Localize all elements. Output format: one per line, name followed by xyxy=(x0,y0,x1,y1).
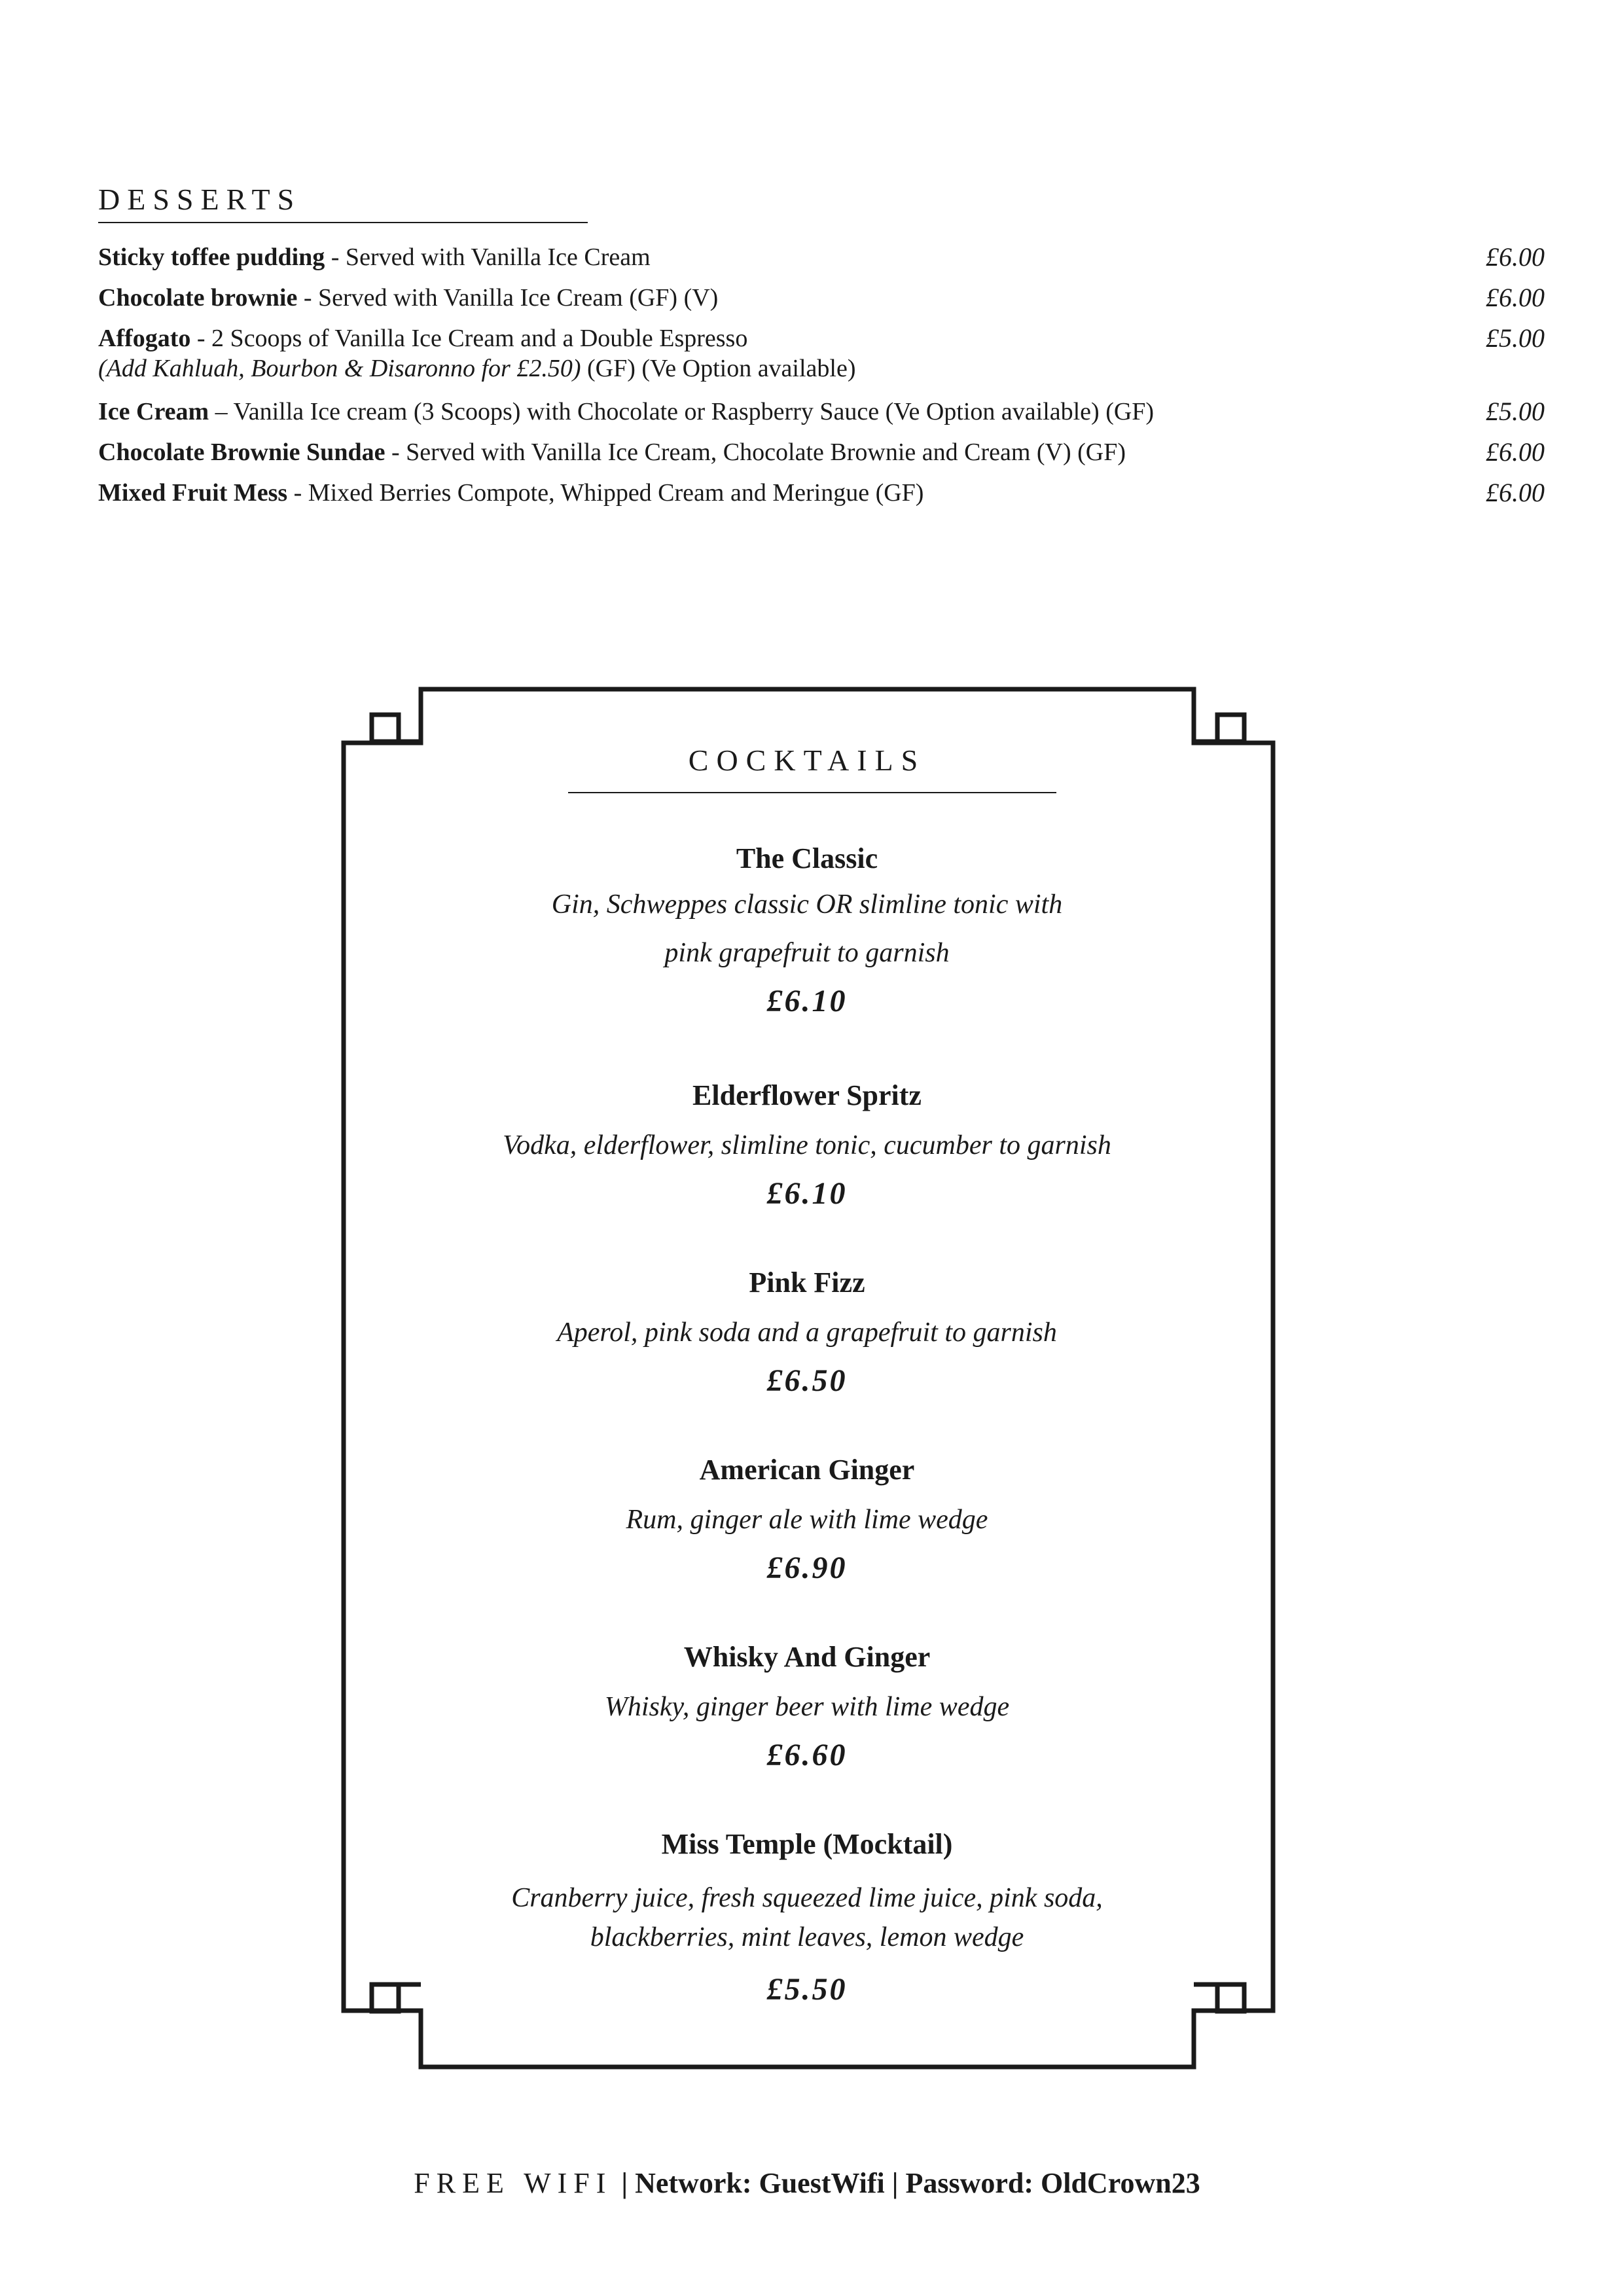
cocktail-description: Rum, ginger ale with lime wedge xyxy=(626,1505,988,1535)
cocktail-price: £5.50 xyxy=(766,1972,848,2007)
cocktail-description: Gin, Schweppes classic OR slimline tonic with xyxy=(551,889,1063,920)
dessert-price: £6.00 xyxy=(1486,283,1545,312)
dessert-item xyxy=(98,283,1545,313)
wifi-details: | Network: GuestWifi | Password: OldCrown23 xyxy=(621,2167,1200,2199)
cocktails-heading: COCKTAILS xyxy=(688,744,926,777)
dessert-name: Sticky toffee pudding xyxy=(98,243,325,271)
cocktail-name: Pink Fizz xyxy=(749,1266,865,1299)
cocktail-description: Aperol, pink soda and a grapefruit to garnish xyxy=(557,1318,1057,1348)
dessert-note-addon: (Add Kahluah, Bourbon & Disaronno for £2.50) xyxy=(98,355,581,382)
dessert-description: - Served with Vanilla Ice Cream, Chocolate Brownie and Cream (V) (GF) xyxy=(385,439,1126,466)
cocktail-price: £6.90 xyxy=(766,1551,848,1585)
dessert-name: Chocolate Brownie Sundae xyxy=(98,439,386,466)
cocktail-name: Elderflower Spritz xyxy=(692,1079,922,1111)
cocktail-description: blackberries, mint leaves, lemon wedge xyxy=(590,1922,1024,1952)
dessert-price: £5.00 xyxy=(1486,323,1545,353)
dessert-item xyxy=(98,242,1545,272)
dessert-name: Chocolate brownie xyxy=(98,284,298,312)
cocktail-item xyxy=(393,1077,1221,1213)
cocktail-item xyxy=(393,1452,1221,1588)
cocktail-description: Whisky, ginger beer with lime wedge xyxy=(604,1692,1010,1722)
dessert-item xyxy=(98,478,1545,508)
dessert-item xyxy=(98,397,1545,427)
cocktails-divider xyxy=(568,792,1056,793)
dessert-note xyxy=(98,353,1545,384)
cocktail-description: Vodka, elderflower, slimline tonic, cucumber to garnish xyxy=(503,1130,1111,1160)
dessert-name: Mixed Fruit Mess xyxy=(98,479,288,507)
cocktail-name: Miss Temple (Mocktail) xyxy=(661,1828,953,1860)
cocktail-price: £6.10 xyxy=(766,984,848,1018)
wifi-label: FREE WIFI xyxy=(414,2167,613,2199)
dessert-note-dietary: (GF) (Ve Option available) xyxy=(581,355,856,382)
desserts-divider xyxy=(98,222,588,223)
cocktail-price: £6.10 xyxy=(766,1176,848,1211)
dessert-price: £6.00 xyxy=(1486,478,1545,507)
cocktail-item xyxy=(393,1639,1221,1775)
dessert-name: Ice Cream xyxy=(98,398,209,425)
dessert-price: £5.00 xyxy=(1486,397,1545,426)
dessert-description: - Served with Vanilla Ice Cream xyxy=(325,243,651,271)
cocktail-description: Cranberry juice, fresh squeezed lime juice, pink soda, xyxy=(511,1883,1103,1913)
cocktail-item xyxy=(393,1265,1221,1401)
desserts-heading: DESSERTS xyxy=(98,183,302,216)
dessert-price: £6.00 xyxy=(1486,437,1545,467)
cocktail-description: pink grapefruit to garnish xyxy=(664,938,950,968)
cocktail-price: £6.60 xyxy=(766,1738,848,1772)
cocktail-name: American Ginger xyxy=(699,1454,915,1486)
dessert-description: - Served with Vanilla Ice Cream (GF) (V) xyxy=(297,284,719,312)
cocktail-price: £6.50 xyxy=(766,1363,848,1398)
cocktail-item xyxy=(393,1826,1221,2009)
dessert-item xyxy=(98,323,1545,384)
dessert-name: Affogato xyxy=(98,325,191,352)
dessert-price: £6.00 xyxy=(1486,242,1545,272)
dessert-description: - Mixed Berries Compote, Whipped Cream and Meringue (GF) xyxy=(287,479,924,507)
cocktail-name: Whisky And Ginger xyxy=(683,1641,931,1673)
cocktail-item xyxy=(393,840,1221,1021)
wifi-footer xyxy=(0,2166,1614,2200)
dessert-description: – Vanilla Ice cream (3 Scoops) with Chocolate or Raspberry Sauce (Ve Option available) (GF) xyxy=(209,398,1155,425)
dessert-description: - 2 Scoops of Vanilla Ice Cream and a Double Espresso xyxy=(190,325,748,352)
cocktail-name: The Classic xyxy=(736,842,878,874)
dessert-item xyxy=(98,437,1545,467)
